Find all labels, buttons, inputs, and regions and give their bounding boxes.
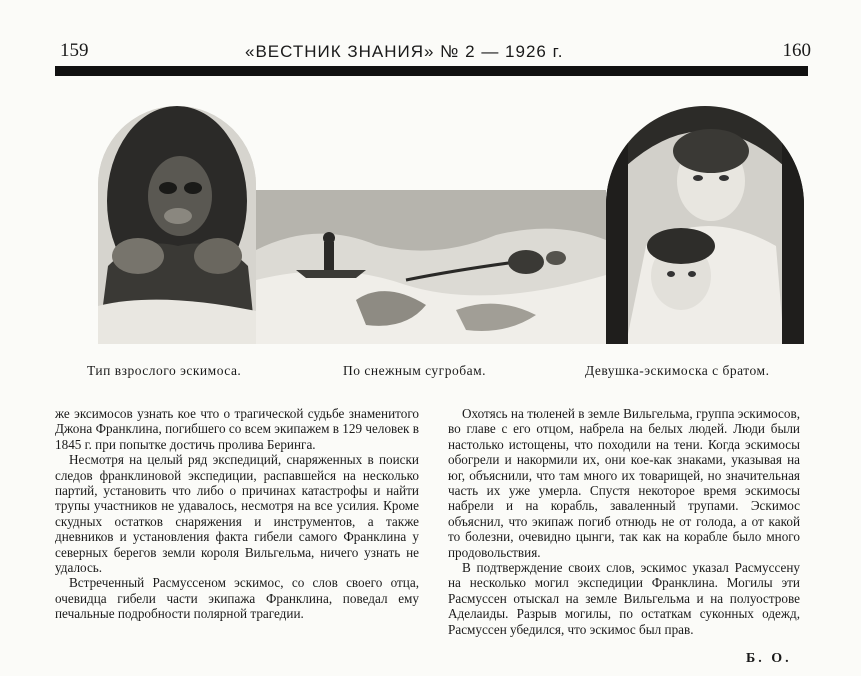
text-column-left <box>55 406 419 622</box>
author-signature: Б. О. <box>746 651 792 666</box>
header-rule <box>55 66 808 76</box>
caption-girl-brother: Девушка-эскимоска с братом. <box>585 363 770 378</box>
journal-title: «ВЕСТНИК ЗНАНИЯ» № 2 — 1926 г. <box>245 42 564 61</box>
page-number-left: 159 <box>60 40 89 61</box>
photo-adult-eskimo <box>98 106 256 344</box>
paragraph: Охотясь на тюленей в земле Вильгельма, группа эскимосов, во главе с его отцом, набрела на белых людей. Люди были настолько истощены, что походили на тени. Когда эскимосы обогрели и накормили их, они кое-как знаками, указывая на юг, объяснили, что там много их товарищей, но значительная часть их уже умерла. Спустя некоторое время эскимосы набрели и на корабль, заваленный трупами. Эскимос объяснил, что экипаж погиб отнюдь не от голода, а от какой то болезни, очевидно цынги, так как на корабле было много продовольствия. <box>448 406 800 560</box>
text-column-right <box>448 406 800 637</box>
page-header <box>0 40 861 66</box>
caption-adult-eskimo: Тип взрослого эскимоса. <box>87 363 242 378</box>
photo-snow-sled <box>256 190 606 344</box>
page-number-right: 160 <box>782 40 811 61</box>
paragraph: Несмотря на целый ряд экспедиций, снаряженных в поиски следов франклиновой экспедиции, распавшейся на несколько партий, установить что либо о причинах катастрофы и найти трупы участников не удавалось, несмотря на все усилия. Кроме скудных остатков снаряжения и инструментов, а также дневников и установления факта гибели самого Франклина у северных берегов земли короля Вильгельма, ничего узнать не удалось. <box>55 452 419 576</box>
paragraph: же эксимосов узнать кое что о трагической судьбе знаменитого Джона Франклина, погибшего со всем экипажем в 129 человек в 1845 г. при попытке достичь пролива Беринга. <box>55 406 419 452</box>
caption-snow-drifts: По снежным сугробам. <box>343 363 487 378</box>
photo-girl-with-brother <box>606 106 804 344</box>
paragraph: В подтверждение своих слов, эскимос указал Расмуссену на несколько могил экспедиции Франклина. Могилы эти Расмуссен отыскал на земле Вильгельма и на полуострове Аделаиды. Разрыв могилы, по остаткам суконных одежд, Расмуссен убедился, что эскимос был прав. <box>448 560 800 637</box>
paragraph: Встреченный Расмуссеном эскимос, со слов своего отца, очевидца гибели части экипажа Франклина, поведал ему печальные подробности полярной трагедии. <box>55 575 419 622</box>
